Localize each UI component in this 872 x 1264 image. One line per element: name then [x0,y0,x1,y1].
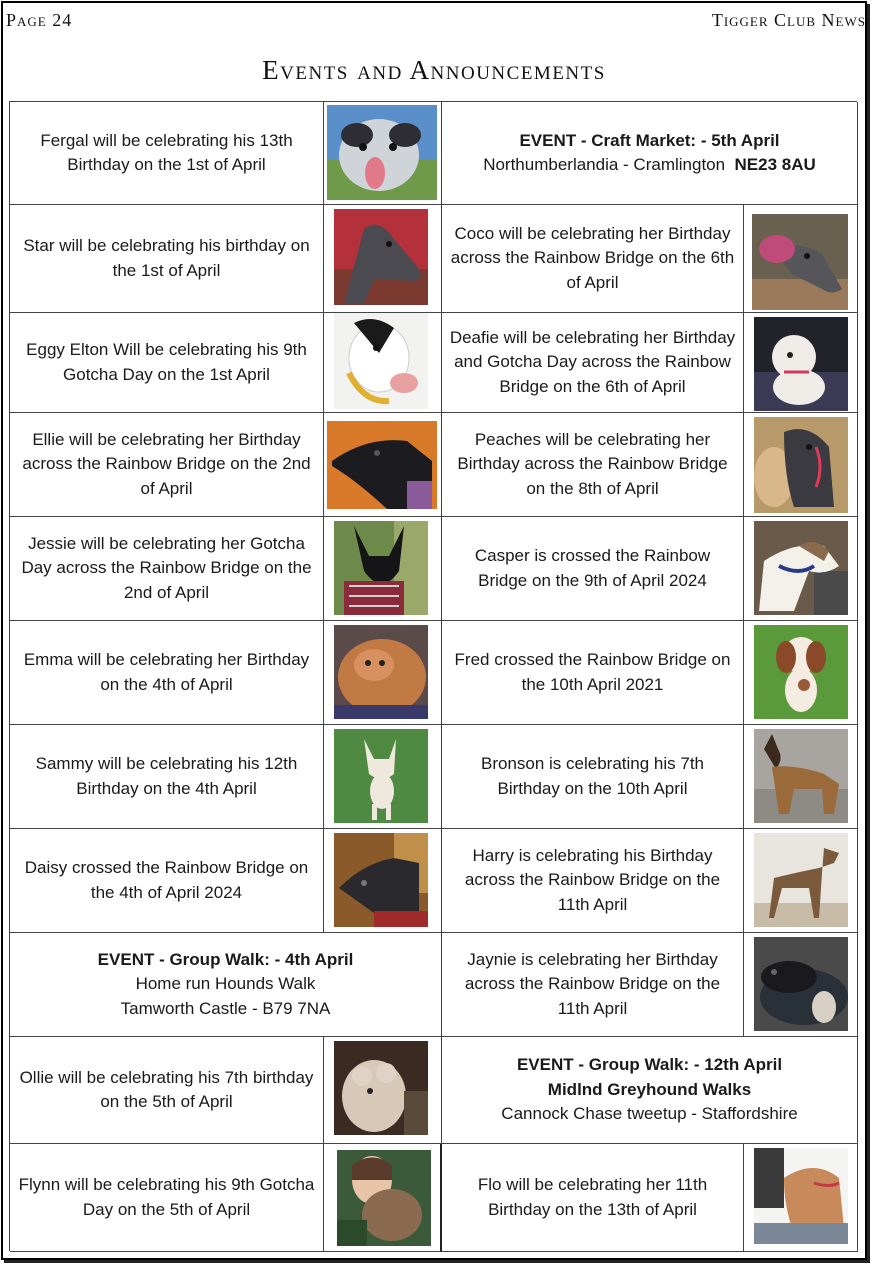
announcement-eggy-elton: Eggy Elton Will be celebrating his 9th Gotcha Day on the 1st April [10,313,324,413]
photo-cell-ollie [324,1037,442,1144]
photo-cell-deafie [744,313,858,413]
cat-photo-emma [334,625,428,719]
event-group-walk-tamworth: EVENT - Group Walk: - 4th April Home run Hounds Walk Tamworth Castle - B79 7NA [10,933,442,1037]
dog-photo-harry [754,833,848,927]
photo-cell-jessie [324,517,442,621]
photo-cell-eggy-elton [324,313,442,413]
photo-cell-jaynie [744,933,858,1037]
photo-cell-bronson [744,725,858,829]
announcement-flynn: Flynn will be celebrating his 9th Gotcha Day on the 5th of April [10,1144,324,1252]
dog-photo-jessie [334,521,428,615]
dog-photo-flo [754,1148,848,1244]
photo-cell-ellie [324,413,442,517]
announcement-sammy: Sammy will be celebrating his 12th Birthday on the 4th April [10,725,324,829]
dog-photo-daisy [334,833,428,927]
announcement-ellie: Ellie will be celebrating her Birthday across the Rainbow Bridge on the 2nd of April [10,413,324,517]
dog-photo-flynn [337,1150,431,1246]
announcement-fred: Fred crossed the Rainbow Bridge on the 10th April 2021 [442,621,744,725]
dog-photo-peaches [754,417,848,513]
photo-cell-harry [744,829,858,933]
announcement-jessie: Jessie will be celebrating her Gotcha Day across the Rainbow Bridge on the 2nd of April [10,517,324,621]
photo-cell-star [324,205,442,313]
announcement-fergal: Fergal will be celebrating his 13th Birthday on the 1st of April [10,102,324,205]
announcement-jaynie: Jaynie is celebrating her Birthday across the Rainbow Bridge on the 11th April [442,933,744,1037]
dog-photo-coco [752,214,848,310]
dog-photo-ollie [334,1041,428,1135]
publication-name: Tigger Club News [711,10,866,30]
photo-cell-flo [744,1144,858,1252]
dog-photo-casper [754,521,848,615]
photo-cell-fred [744,621,858,725]
photo-cell-emma [324,621,442,725]
dog-photo-bronson [754,729,848,823]
dog-photo-sammy [334,729,428,823]
dog-photo-fred [754,625,848,719]
announcement-peaches: Peaches will be celebrating her Birthday across the Rainbow Bridge on the 8th of April [442,413,744,517]
announcement-ollie: Ollie will be celebrating his 7th birthday on the 5th of April [10,1037,324,1144]
announcement-casper: Casper is crossed the Rainbow Bridge on the 9th of April 2024 [442,517,744,621]
announcement-coco: Coco will be celebrating her Birthday across the Rainbow Bridge on the 6th of April [442,205,744,313]
page-title: Events and Announcements [262,55,606,85]
announcement-flo: Flo will be celebrating her 11th Birthday on the 13th of April [442,1144,744,1252]
page-number: Page 24 [6,10,73,30]
dog-photo-fergal [327,105,437,200]
photo-cell-coco [744,205,858,313]
photo-cell-sammy [324,725,442,829]
photo-cell-daisy [324,829,442,933]
dog-photo-deafie [754,317,848,411]
announcement-deafie: Deafie will be celebrating her Birthday and Gotcha Day across the Rainbow Bridge on the 6th of April [442,313,744,413]
announcement-bronson: Bronson is celebrating his 7th Birthday on the 10th April [442,725,744,829]
announcement-harry: Harry is celebrating his Birthday across the Rainbow Bridge on the 11th April [442,829,744,933]
photo-cell-flynn [324,1144,442,1252]
dog-photo-ellie [327,421,437,509]
announcements-table [9,101,857,1251]
dog-photo-eggy-elton [334,313,428,409]
photo-cell-casper [744,517,858,621]
event-craft-market: EVENT - Craft Market: - 5th April Northumberlandia - Cramlington NE23 8AU [442,102,858,205]
announcement-emma: Emma will be celebrating her Birthday on the 4th of April [10,621,324,725]
announcement-daisy: Daisy crossed the Rainbow Bridge on the 4th of April 2024 [10,829,324,933]
photo-cell-peaches [744,413,858,517]
dog-photo-star [334,209,428,305]
event-group-walk-cannock: EVENT - Group Walk: - 12th April Midlnd Greyhound Walks Cannock Chase tweetup - Staffordshire [442,1037,858,1144]
announcement-star: Star will be celebrating his birthday on the 1st of April [10,205,324,313]
dog-photo-jaynie [754,937,848,1031]
photo-cell-fergal [324,102,442,205]
